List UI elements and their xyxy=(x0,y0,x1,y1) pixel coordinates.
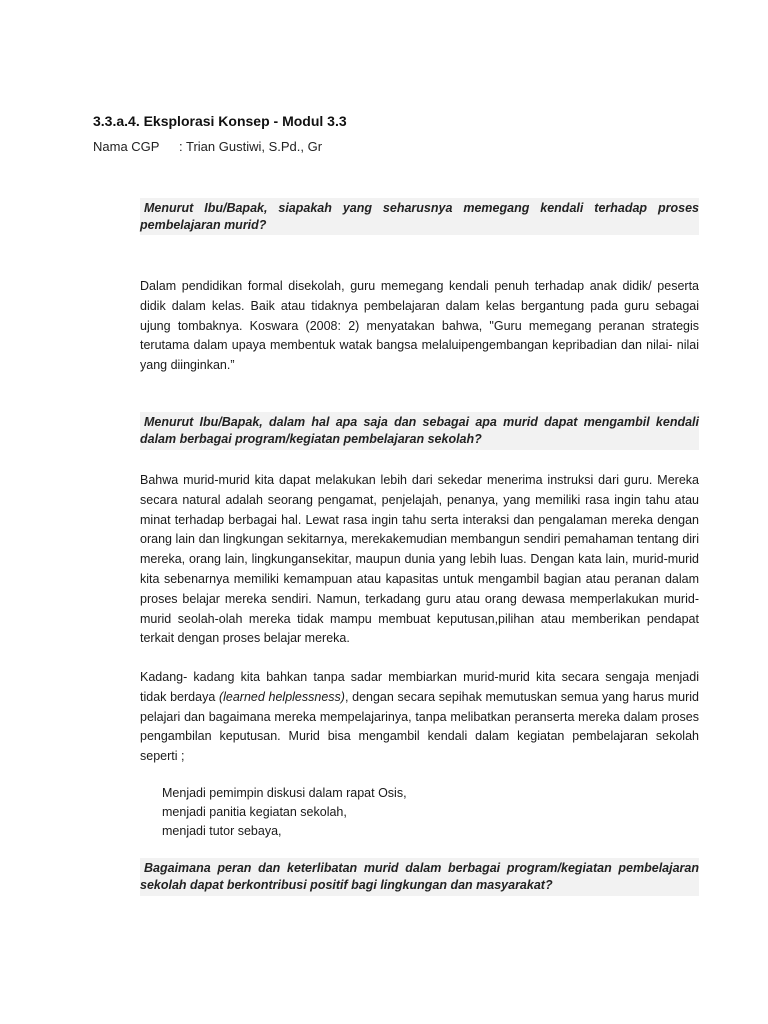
question-box-3 xyxy=(140,858,699,896)
answer-2-paragraph-2 xyxy=(140,668,699,767)
answer-1: Dalam pendidikan formal disekolah, guru memegang kendali penuh terhadap anak didik/ peserta didik dalam kelas. Baik atau tidaknya pembelajaran dalam kelas bergantung pada guru sebagai ujung tombaknya. Koswara (2008: 2) menyatakan bahwa, "Guru memegang peranan strategis terutama dalam upaya membentuk watak bangsa melaluipengembangan kepribadian dan nilai- nilai yang diinginkan.” xyxy=(140,279,699,373)
answer-2-paragraph-1: Bahwa murid-murid kita dapat melakukan lebih dari sekedar menerima instruksi dari guru. Mereka secara natural adalah seorang pengamat, penjelajah, penanya, yang memiliki rasa ingin tahu atau minat terhadap berbagai hal. Lewat rasa ingin tahu serta interaksi dan pengalaman mereka dengan orang lain dan lingkungan sekitarnya, merekakemudian membangun sendiri pemahaman tentang diri mereka, orang lain, lingkungansekitar, maupun dunia yang lebih luas. Dengan kata lain, murid-murid kita sebenarnya memiliki kemampuan atau kapasitas untuk mengambil bagian atau peranan dalam proses belajar mereka sendiri. Namun, terkadang guru atau orang dewasa memperlakukan murid-murid seolah-olah mereka tidak mampu membuat keputusan,pilihan atau memberikan pendapat terkait dengan proses belajar mereka. xyxy=(140,473,699,646)
question-2: Menurut Ibu/Bapak, dalam hal apa saja dan sebagai apa murid dapat mengambil kendali dalam berbagai program/kegiatan pembelajaran sekolah? xyxy=(140,415,699,446)
answer-2-italic-term: (learned helplessness) xyxy=(218,689,345,704)
document-title: 3.3.a.4. Eksplorasi Konsep - Modul 3.3 xyxy=(93,113,347,129)
question-box-1 xyxy=(140,198,699,235)
list-item: Menjadi pemimpin diskusi dalam rapat Osis, xyxy=(162,786,407,800)
author-label: Nama CGP xyxy=(93,139,160,154)
question-3: Bagaimana peran dan keterlibatan murid dalam berbagai program/kegiatan pembelajaran sekolah dapat berkontribusi positif bagi lingkungan dan masyarakat? xyxy=(140,861,699,892)
question-box-2 xyxy=(140,412,699,450)
examples-list xyxy=(162,784,407,841)
question-1: Menurut Ibu/Bapak, siapakah yang seharusnya memegang kendali terhadap proses pembelajaran murid? xyxy=(140,201,699,232)
author-line xyxy=(93,139,322,154)
author-name: : Trian Gustiwi, S.Pd., Gr xyxy=(179,139,323,154)
answer-2-text-before: Kadang- kadang kita bahkan tanpa sadar membiarkan murid-murid kita secara sengaja menjadi tidak berdaya xyxy=(140,670,699,704)
list-item: menjadi tutor sebaya, xyxy=(162,824,282,838)
list-item: menjadi panitia kegiatan sekolah, xyxy=(162,805,347,819)
answer-2-text-after: , dengan secara sepihak memutuskan semua yang harus murid pelajari dan bagaimana mereka mempelajarinya, tanpa melibatkan peranserta mereka dalam proses pengambilan keputusan. Murid bisa mengambil kendali dalam kegiatan pembelajaran sekolah seperti ; xyxy=(140,689,699,764)
